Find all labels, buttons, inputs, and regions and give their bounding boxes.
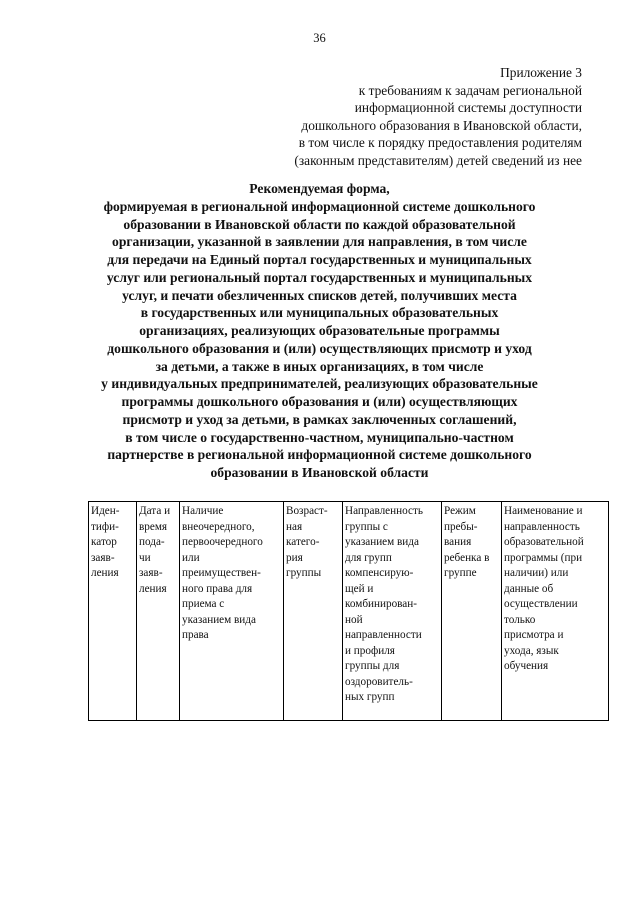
appendix-note bbox=[294, 64, 582, 170]
title-line: программы дошкольного образования и (или) осуществляющих bbox=[121, 394, 518, 409]
appendix-line: информационной системы доступности bbox=[354, 100, 582, 116]
form-table bbox=[88, 501, 609, 721]
title-line: партнерстве в региональной информационной системе дошкольного bbox=[107, 447, 532, 463]
col-header-priority-right: Наличие внеочередного, первоочередного или преимуществен- ного права для приема с указанием вида права bbox=[180, 502, 284, 721]
appendix-line: в том числе к порядку предоставления родителям bbox=[298, 135, 582, 151]
table-header-row bbox=[89, 502, 609, 721]
appendix-line: дошкольного образования в Ивановской области, bbox=[301, 117, 582, 133]
col-header-date: Дата и время пода- чи заяв- ления bbox=[137, 502, 180, 721]
appendix-line: к требованиям к задачам региональной bbox=[358, 82, 582, 98]
title-line: организациях, реализующих образовательные программы bbox=[139, 323, 500, 338]
title-line: формируемая в региональной информационной системе дошкольного bbox=[103, 198, 536, 214]
page-number: 36 bbox=[313, 31, 326, 45]
col-header-stay-mode: Режим пребы- вания ребенка в группе bbox=[442, 502, 502, 721]
title-line: дошкольного образования и (или) осуществляющих присмотр и уход bbox=[107, 340, 532, 356]
appendix-line: (законным представителям) детей сведений из нее bbox=[294, 152, 582, 168]
title-line: для передачи на Единый портал государственных и муниципальных bbox=[107, 252, 532, 267]
col-header-program: Наименование и направленность образовательной программы (при наличии) или данные об осуществлении только присмотра и ухода, язык обучения bbox=[502, 502, 609, 721]
col-header-age-category: Возраст- ная катего- рия группы bbox=[284, 502, 343, 721]
title-line: за детьми, а также в иных организациях, в том числе bbox=[155, 358, 484, 374]
appendix-line: Приложение 3 bbox=[500, 65, 582, 80]
title-line: организации, указанной в заявлении для направления, в том числе bbox=[112, 234, 527, 250]
title-line: услуг или региональный портал государственных и муниципальных bbox=[106, 269, 533, 285]
title-line: образовании в Ивановской области по каждой образовательной bbox=[123, 216, 516, 232]
title-line: присмотр и уход за детьми, в рамках заключенных соглашений, bbox=[122, 411, 517, 427]
form-title bbox=[0, 180, 639, 482]
title-line: в том числе о государственно-частном, муниципально-частном bbox=[125, 429, 514, 445]
title-line: услуг, и печати обезличенных списков детей, получивших места bbox=[122, 287, 517, 303]
title-line: Рекомендуемая форма, bbox=[249, 181, 390, 196]
col-header-id: Иден- тифи- катор заяв- ления bbox=[89, 502, 137, 721]
title-line: у индивидуальных предпринимателей, реализующих образовательные bbox=[101, 376, 538, 392]
title-line: образовании в Ивановской области bbox=[210, 465, 429, 480]
col-header-group-focus: Направленность группы с указанием вида для групп компенсирую- щей и комбинирован- ной направленности и профиля группы для оздоровитель- ных групп bbox=[343, 502, 442, 721]
title-line: в государственных или муниципальных образовательных bbox=[140, 305, 499, 321]
